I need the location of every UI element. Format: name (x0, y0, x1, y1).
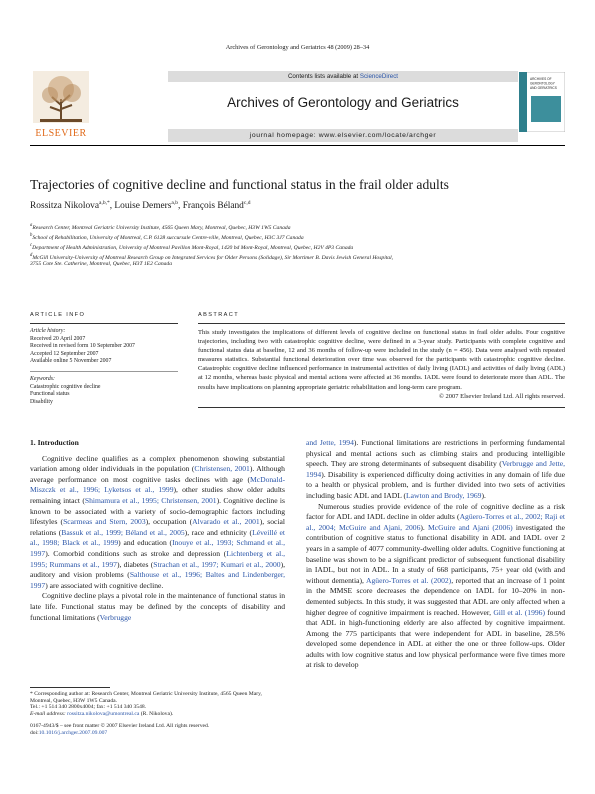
citation-link[interactable]: Verbrugge (99, 612, 132, 622)
keyword-2: Functional status (30, 391, 70, 398)
citation-link[interactable]: Scarmeas and Stern, 2003 (63, 517, 146, 527)
body-text: ). (420, 522, 429, 532)
history-received: Received 20 April 2007 (30, 335, 86, 342)
corresponding-author-note: * Corresponding author at: Research Center, Montreal Geriatric University Institute, 4565 Queen Mary, Montreal, Quebec, H3W 1W5 Canada. (30, 691, 262, 704)
citation-link[interactable]: Agüero-Torres et al., 2002; Raji et al., 2004; McGuire and Ajani, 2006 (306, 512, 565, 532)
journal-band (168, 69, 518, 145)
history-online: Available online 5 November 2007 (30, 358, 112, 365)
citation-link[interactable]: Salthouse et al., 1996; Baltes and Lindenberger, 1997 (30, 570, 285, 590)
body-text: ), social relations ( (30, 517, 285, 537)
section-heading-introduction: 1. Introduction (30, 438, 79, 447)
article-title: Trajectories of cognitive decline and functional status in the frail older adults (30, 177, 449, 192)
affiliations (30, 223, 565, 269)
body-text: Numerous studies provide evidence of the role of cognitive decline as a risk factor for ADL and IADL decline in older adults ( (306, 501, 565, 522)
body-text: ) are associated with cognitive decline. (45, 580, 164, 590)
author-2[interactable]: Louise Demers (114, 201, 172, 212)
abstract-section (198, 312, 565, 408)
body-text: investigated the contribution of cognitive status to functional disability in ADL and IADL over 2 years in a sample of 4077 community-dwelling older adults. Cognitive functioning at baseline was shown to be a significant predictor of subsequent functional disability in IADL, but not in ADL. In a study of 668 participants, 75+ year old (with and without dementia), (306, 522, 565, 585)
citation-link[interactable]: McGuire and Ajani (2006) (428, 522, 513, 532)
body-text: ), occupation ( (145, 517, 193, 527)
intro-paragraph-1 (30, 454, 285, 592)
abstract-heading: ABSTRACT (198, 312, 240, 318)
journal-title: Archives of Gerontology and Geriatrics (227, 95, 459, 110)
citation-link[interactable]: Shimamura et al., 1995; Christensen, 2001 (84, 495, 217, 505)
svg-text:ARCHIVES OF: ARCHIVES OF (530, 77, 552, 81)
citation-link[interactable]: McDonald-Miszczk et al., 1996; Lyketsos et al., 1999 (30, 474, 285, 495)
affiliation-d: $^d$McGill University-University of Montreal Research Group on Integrated Services for Older Persons (Solidage), Sir Mortimer B. Davis Jewish General Hospital, 3755 Cote Ste. Catherine, Montreal, Quebec, H3T 1E2 Canada (30, 252, 394, 268)
contact-email: E-mail address: rossitza.nikolova@umontreal.ca (R. Nikolova). (30, 710, 174, 717)
elsevier-tree-logo (30, 69, 92, 143)
citation-link[interactable]: Lawton and Brody, 1969 (406, 490, 482, 500)
journal-masthead (30, 69, 565, 146)
citation-link[interactable]: and Jette, 1994 (306, 438, 354, 447)
body-column-right (306, 438, 565, 671)
svg-text:ELSEVIER: ELSEVIER (35, 128, 87, 139)
keyword-1: Catastrophic cognitive decline (30, 383, 101, 390)
citation-link[interactable]: Léveillé et al., 1998; Black et al., 1999 (30, 527, 286, 548)
body-text: ). Functional limitations are restrictions in performing fundamental physical and mental actions such as climbing stairs and producing intelligible speech. They are strong determinants of subsequent disability ( (306, 438, 566, 469)
citation-link[interactable]: Inouye et al., 1993; Schmand et al., 1997 (30, 538, 285, 558)
body-text: ) and education ( (118, 538, 173, 548)
intro-paragraph-2-continued (306, 438, 565, 502)
body-text: Cognitive decline qualifies as a complex phenomenon showing substantial variation among older individuals in the population ( (30, 453, 285, 474)
body-text: , reported that an increase of 1 point in the MMSE score decreases the dependence on IADL for 10–20% in non-demented subjects. In this study, it was suggested that ADL are only affected when a higher degree of cognitive impairment is reached. However, (306, 575, 565, 617)
citation-link[interactable]: Verbrugge and Jette, 1994 (306, 459, 565, 479)
contents-available: Contents lists available at ScienceDirect (168, 71, 518, 82)
body-text: ). Cognitive decline is known to be associated with a variety of socio-demographic factors including lifestyles ( (30, 495, 285, 527)
journal-homepage: journal homepage: www.elsevier.com/locate/archger (168, 129, 518, 142)
article-info (30, 312, 178, 406)
keyword-3: Disability (30, 398, 53, 405)
body-text: found that ADL in high-functioning elderly are also affected by cognitive impairment. Among the 775 participants that were independent for ADL in baseline, 28.5% developed some dependence in ADL at either the one or three follow-ups. Older adults with low cognitive status and low physical performance were five times more at risk to develop (306, 607, 565, 670)
body-text: ), other studies show older adults remaining intact ( (30, 485, 285, 505)
citation-link[interactable]: Bassuk et al., 1999; Béland et al., 2005 (61, 527, 185, 537)
citation-link[interactable]: Lichtenberg et al., 1995; Rummans et al., 1997 (30, 548, 286, 569)
running-head: Archives of Gerontology and Geriatrics 48 (2009) 28–34 (225, 44, 370, 51)
affiliation-c: $^c$Department of Health Administration, University of Montreal Pavillon Mont-Royal, 1420 bd Mont-Royal, Montreal, Quebec, H2V 4P3 Canada (30, 242, 354, 251)
intro-paragraph-3 (306, 502, 565, 672)
history-revised: Received in revised form 10 September 2007 (30, 343, 135, 350)
journal-cover-thumbnail (519, 72, 565, 132)
body-text: ), diabetes ( (116, 559, 154, 569)
svg-text:GERONTOLOGY: GERONTOLOGY (530, 81, 555, 86)
body-text: Cognitive decline plays a pivotal role in the maintenance of functional status in late life. Functional status may be defined by the concepts of disability and functional limitations ( (30, 591, 285, 622)
author-list: Rossitza Nikolova$^{a,b,*}$, Louise Demers$^{a,b}$, François Béland$^{c,d}$ (30, 200, 251, 212)
affiliation-b: $^b$School of Rehabilitation, University of Montreal, C.P. 6128 succursale Centre-ville, Montreal, Quebec, H3C 3J7 Canada (30, 232, 304, 241)
abstract-text: This study investigates the implications of different levels of cognitive decline on functional status in frail older adults. Four cognitive trajectories, including two with catastrophic cognitive decline, were defined in a 3-year study. Participants with complete cognitive and functional status data at baseline, 12 and 36 months of follow-up were included in the study (n = 456). Data were analysed with repeated measures statistics. Substantial functional deterioration over time was observed for the participants with catastrophic cognitive decline. Catastrophic cognitive decline influenced performance in instrumental activities of daily living (IADL) and activities of daily living (ADL) at 12 months, whereas basic physical and mental actions were affected at 36 months. IADL were found to deteriorate more than ADL. The results have implications on planning appropriate geriatric rehabilitation and long-term care program. (198, 329, 565, 391)
citation-link[interactable]: Agüero-Torres et al. (2002) (366, 575, 452, 585)
contact-phone: Tel.: +1 514 340 2800x4004; fax: +1 514 340 3548. (30, 704, 147, 711)
history-label: Article history: (30, 328, 66, 334)
email-link[interactable]: rossitza.nikolova@umontreal.ca (67, 710, 140, 717)
doi-link[interactable]: 10.1016/j.archger.2007.09.007 (38, 729, 108, 736)
article-info-heading: ARTICLE INFO (30, 312, 86, 318)
homepage-link[interactable]: www.elsevier.com/locate/archger (318, 132, 437, 139)
intro-paragraph-2 (30, 591, 285, 623)
doi-line: doi:10.1016/j.archger.2007.09.007 (30, 729, 108, 736)
svg-text:AND GERIATRICS: AND GERIATRICS (530, 86, 557, 90)
body-text: ), race and ethnicity ( (184, 527, 253, 537)
sciencedirect-link[interactable]: ScienceDirect (359, 73, 399, 80)
keywords-label: Keywords: (30, 375, 55, 382)
abstract-copyright: © 2007 Elsevier Ireland Ltd. All rights reserved. (438, 392, 565, 400)
history-accepted: Accepted 12 September 2007 (30, 350, 99, 357)
citation-link[interactable]: Christensen, 2001 (194, 464, 250, 474)
body-text: ). (481, 490, 486, 500)
body-column-left (30, 438, 285, 623)
issn-line: 0167-4943/$ – see front matter © 2007 Elsevier Ireland Ltd. All rights reserved. (30, 723, 210, 730)
author-1[interactable]: Rossitza Nikolova (30, 201, 100, 212)
body-text: ). Although average performance on most cognitive tasks declines with age ( (30, 464, 285, 484)
body-text: ), auditory and vision problems ( (30, 559, 285, 580)
body-text: ). Comorbid conditions such as stroke and depression ( (45, 548, 227, 558)
author-3[interactable]: François Béland (182, 201, 244, 212)
citation-link[interactable]: Gill et al. (1996) (493, 607, 546, 617)
footnotes (30, 687, 285, 737)
body-text: ). Disability is experienced difficulty doing activities in any domain of life due to a health or physical problem, and is further divided into two sets of activities including basic ADL and IADL ( (306, 469, 565, 500)
affiliation-a: $^a$Research Center, Montreal Geriatric University Institute, 4565 Queen Mary, Montreal, Quebec, H3W 1W5 Canada (30, 223, 291, 231)
citation-link[interactable]: Alvarado et al., 2001 (192, 517, 260, 527)
citation-link[interactable]: Strachan et al., 1997; Kumari et al., 2000 (153, 559, 281, 569)
